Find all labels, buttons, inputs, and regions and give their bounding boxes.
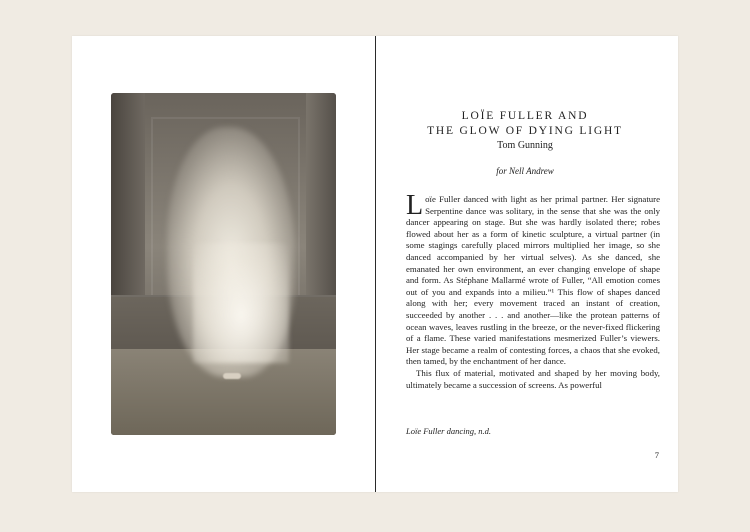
chapter-title-line-2: THE GLOW OF DYING LIGHT (427, 125, 623, 137)
photo-caption: Loïe Fuller dancing, n.d. (406, 426, 491, 436)
author-name: Tom Gunning (497, 140, 553, 151)
chapter-title (390, 109, 660, 139)
paragraph-1-text: oïe Fuller danced with light as her primal partner. Her signature Serpentine dance was solitary, in the sense that she was the only dancer appearing on stage. But she was hardly isolated there; robes flowed about her as a form of kinetic sculpture, a virtual partner (in some stagings carefully placed mirrors multiplied her image, so she danced accompanied by her virtual selves). As she danced, she emanated her own environment, an ever changing envelope of shape and form. As Stéphane Mallarmé wrote of Fuller, “All emotion comes out of you and expands into a milieu.”¹ This flow of shapes danced along with her; every movement traced an instant of creation, succeeded by another . . . and another—like the protean patterns of ocean waves, leaves rustling in the breeze, or the never-fixed flickering of a flame. These varied manifestations mesmerized Fuller’s viewers. Her stage became a realm of contesting forces, a chaos that she evoked, then tamed, by the enchantment of her dance. (406, 194, 660, 367)
page-number: 7 (654, 450, 659, 460)
paragraph-1 (406, 190, 660, 368)
photo-dancer-feet (223, 373, 241, 379)
book-spread (72, 36, 678, 492)
drop-cap: L (406, 190, 424, 221)
paragraph-2: This flux of material, motivated and shaped by her moving body, ultimately became a succession of screens. As powerful (406, 367, 660, 390)
body-text (406, 190, 660, 391)
dedication: for Nell Andrew (496, 166, 554, 176)
loie-fuller-photograph (111, 93, 336, 435)
page-gutter (375, 36, 376, 492)
right-page (390, 36, 660, 492)
chapter-title-line-1: LOÏE FULLER AND (461, 110, 589, 122)
photo-dancer-skirt (193, 243, 289, 363)
